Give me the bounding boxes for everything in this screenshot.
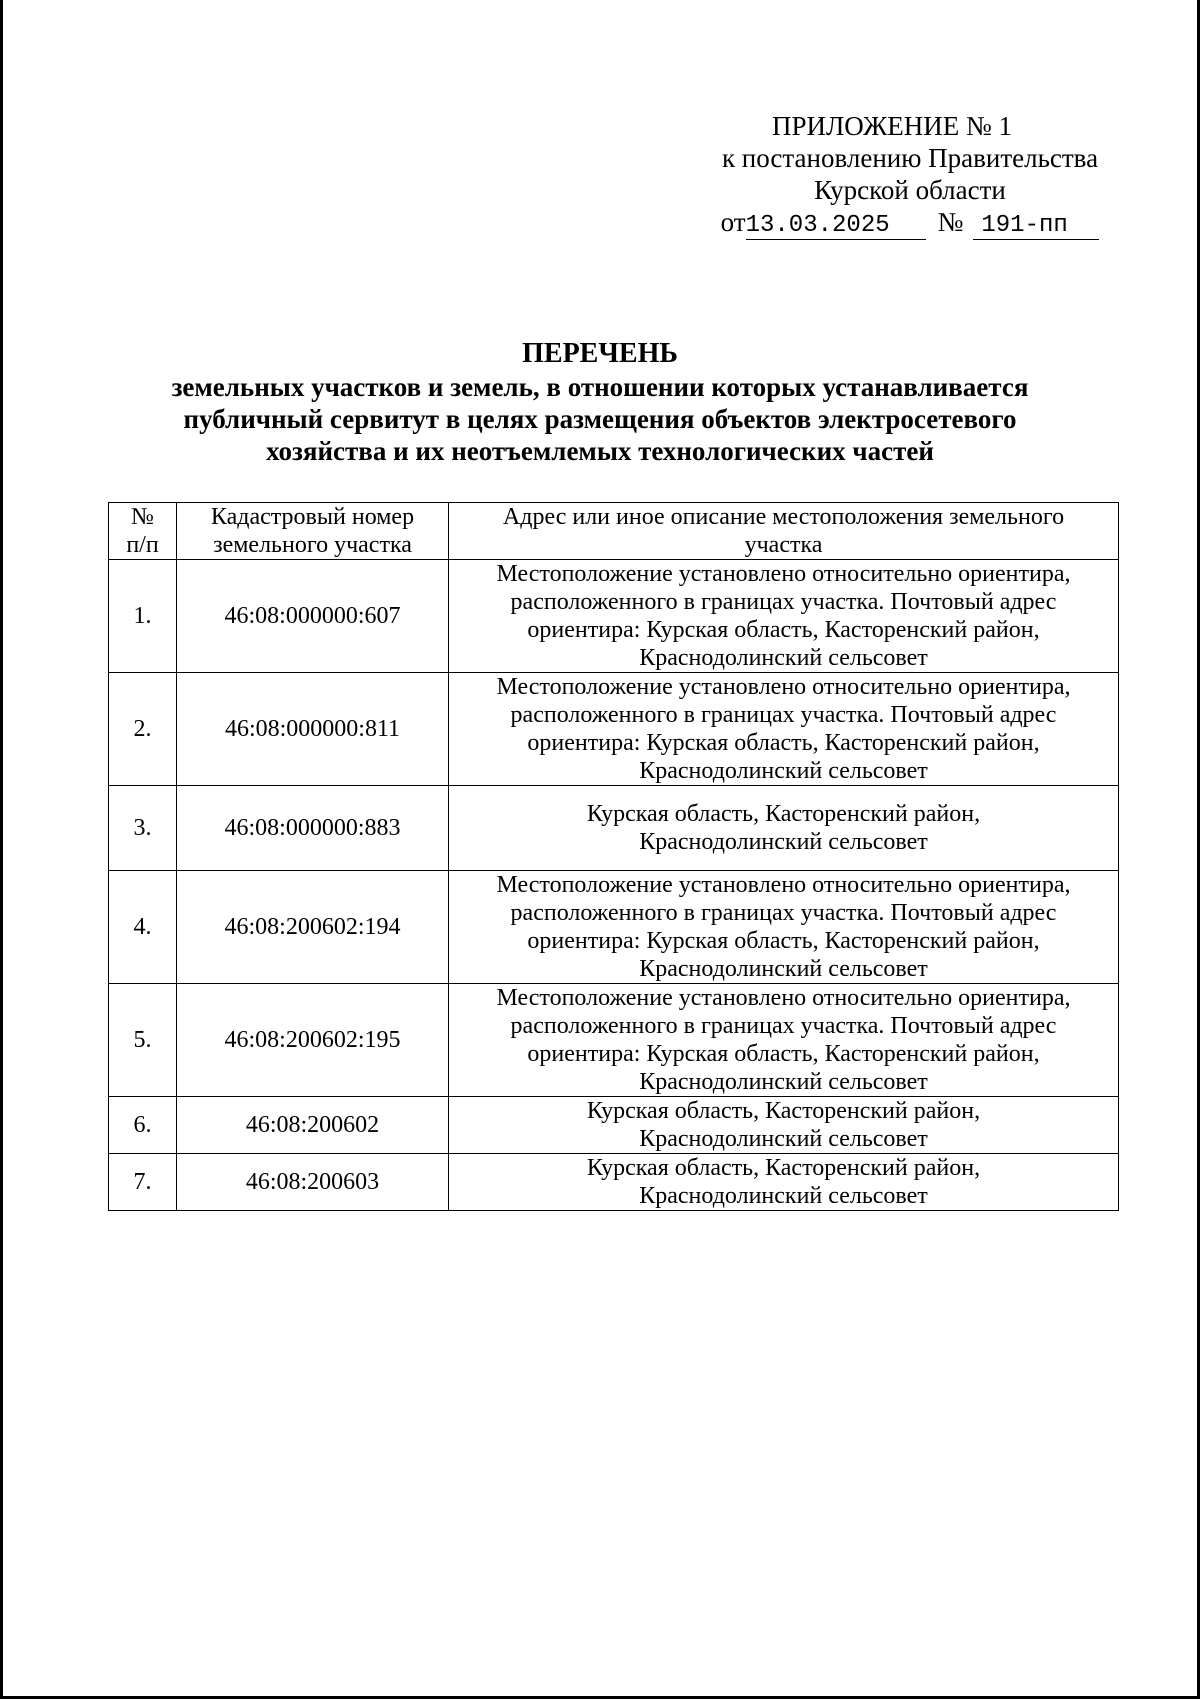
header-number [109,503,177,560]
address-line: Краснодолинский сельсовет [639,1069,928,1095]
appendix-region-line: Курской области [814,175,1006,205]
row-number: 5. [109,984,177,1097]
address-line: Курская область, Касторенский район, [586,801,981,827]
header-address-line-2: участка [744,532,823,558]
address-line: ориентира: Курская область, Касторенский район, [527,617,1040,643]
appendix-block [700,110,1120,240]
address-line: Местоположение установлено относительно ориентира, [496,872,1071,898]
address-line: Краснодолинский сельсовет [639,758,928,784]
address-line: ориентира: Курская область, Касторенский район, [527,928,1040,954]
table-header-row [109,503,1119,560]
appendix-title: ПРИЛОЖЕНИЕ № 1 [771,111,1013,141]
address-line: расположенного в границах участка. Почтовый адрес [510,900,1057,926]
address-line: расположенного в границах участка. Почтовый адрес [510,589,1057,615]
row-number: 7. [109,1154,177,1211]
plot-address [449,673,1119,786]
title-line-3: хозяйства и их неотъемлемых технологических частей [266,436,934,466]
address-line: Курская область, Касторенский район, [586,1155,981,1181]
table-row [109,1154,1119,1211]
cadastral-number: 46:08:000000:883 [177,786,449,871]
header-address [449,503,1119,560]
row-number: 2. [109,673,177,786]
cadastral-number: 46:08:000000:811 [177,673,449,786]
resolution-date: 13.03.2025 [746,213,926,240]
header-cadastral-line-1: Кадастровый номер [210,504,415,530]
land-plots-table [108,502,1119,1211]
address-line: Местоположение установлено относительно ориентира, [496,985,1071,1011]
table-row [109,1097,1119,1154]
table-row [109,984,1119,1097]
row-number: 4. [109,871,177,984]
table-row [109,560,1119,673]
cadastral-number: 46:08:200602:194 [177,871,449,984]
plot-address [449,984,1119,1097]
address-line: расположенного в границах участка. Почтовый адрес [510,702,1057,728]
table-row [109,673,1119,786]
row-number: 1. [109,560,177,673]
number-sign: № [937,207,964,237]
header-number-line-1: № [131,504,154,530]
plot-address [449,1154,1119,1211]
scan-edge-left [0,0,3,1699]
title-line-2: публичный сервитут в целях размещения объектов электросетевого [183,404,1017,434]
address-line: ориентира: Курская область, Касторенский район, [527,730,1040,756]
table-row [109,871,1119,984]
cadastral-number: 46:08:200602 [177,1097,449,1154]
appendix-resolution-line: к постановлению Правительства [721,143,1099,173]
address-line: ориентира: Курская область, Касторенский район, [527,1041,1040,1067]
plot-address [449,1097,1119,1154]
header-cadastral-line-2: земельного участка [213,532,412,558]
address-line: Местоположение установлено относительно ориентира, [496,561,1071,587]
row-number: 3. [109,786,177,871]
plot-address [449,786,1119,871]
title-heading: ПЕРЕЧЕНЬ [522,338,678,369]
date-prefix: от [720,207,746,237]
plot-address [449,871,1119,984]
address-line: расположенного в границах участка. Почтовый адрес [510,1013,1057,1039]
cadastral-number: 46:08:000000:607 [177,560,449,673]
header-number-line-2: п/п [126,532,159,558]
resolution-number: 191-пп [973,213,1099,240]
row-number: 6. [109,1097,177,1154]
address-line: Местоположение установлено относительно ориентира, [496,674,1071,700]
address-line: Курская область, Касторенский район, [586,1098,981,1124]
appendix-date-line [700,206,1120,240]
address-line: Краснодолинский сельсовет [639,1183,928,1209]
address-line: Краснодолинский сельсовет [639,956,928,982]
table-row [109,786,1119,871]
cadastral-number: 46:08:200603 [177,1154,449,1211]
document-title [100,338,1100,467]
header-address-line-1: Адрес или иное описание местоположения земельного [502,504,1065,530]
plot-address [449,560,1119,673]
cadastral-number: 46:08:200602:195 [177,984,449,1097]
header-cadastral [177,503,449,560]
address-line: Краснодолинский сельсовет [639,829,928,855]
address-line: Краснодолинский сельсовет [639,645,928,671]
title-line-1: земельных участков и земель, в отношении которых устанавливается [171,372,1029,402]
address-line: Краснодолинский сельсовет [639,1126,928,1152]
